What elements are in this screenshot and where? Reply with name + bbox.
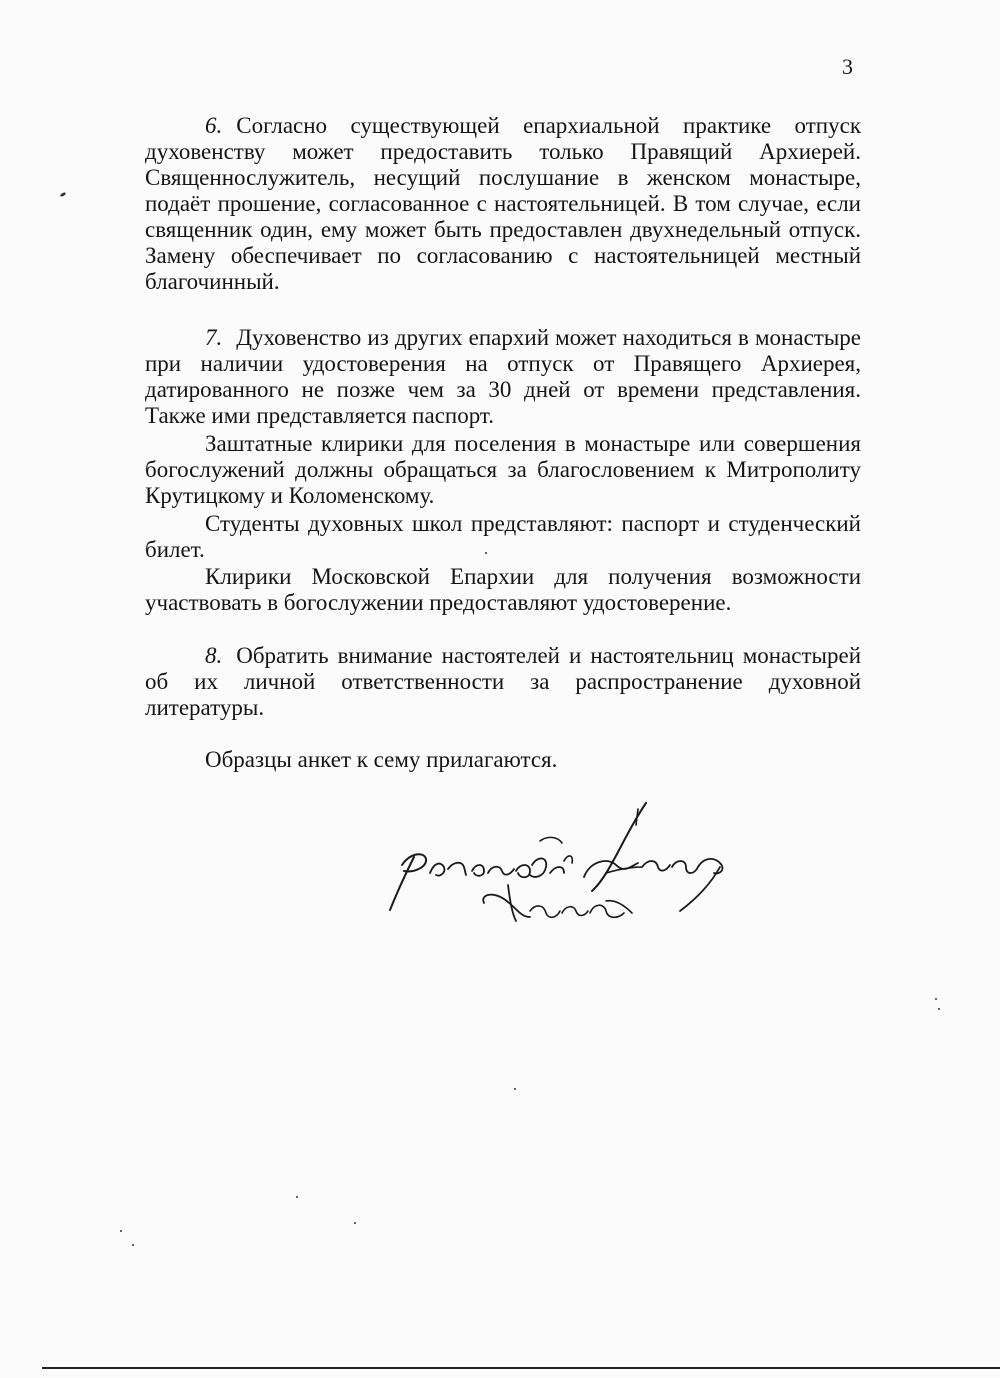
scan-speck [485,552,487,554]
scan-speck [935,998,937,1000]
scan-speck [354,1222,356,1224]
scan-speck [120,1230,122,1232]
paragraph-6-text: Согласно существующей епархиальной практике отпуск духовенству может предоставить только Правящий Архиерей. Священнослужитель, несущий послушание в женском монастыре, подаёт прошение, согласованное с настоятельницей. В том случае, если священник один, ему может быть предоставлен двухнедельный отпуск. Замену обеспечивает по согласованию с настоятельницей местный благочинный. [145,113,861,294]
paragraph-7-moscow-clergy: Клирики Московской Епархии для получения возможности участвовать в богослужении предоставляют удостоверение. [145,564,861,615]
handwritten-signature [380,795,740,935]
paragraph-6-number: 6. [205,113,223,138]
paragraph-8 [145,643,861,721]
paragraph-7-students: Студенты духовных школ представляют: паспорт и студенческий билет. [145,511,861,562]
paragraph-7-text: Духовенство из других епархий может находиться в монастыре при наличии удостоверения на отпуск от Правящего Архиерея, датированного не позже чем за 30 дней от времени представления. Также ими представляется паспорт. [145,325,861,428]
scan-speck [296,1196,298,1198]
page-number: 3 [842,54,853,79]
paragraph-7-supernumerary-clergy: Заштатные клирики для поселения в монастыре или совершения богослужений должны обращаться за благословением к Митрополиту Крутицкому и Коломенскому. [145,431,861,508]
paragraph-6 [145,113,861,295]
scan-speck [60,192,67,198]
paragraph-7 [145,325,861,429]
paragraph-7-number: 7. [205,325,223,350]
signature-strokes [390,803,722,921]
scan-speck [514,1088,516,1090]
bottom-border-line [42,1367,1000,1369]
paragraph-8-number: 8. [205,643,223,668]
scan-speck [132,1244,134,1246]
closing-note: Образцы анкет к сему прилагаются. [205,747,558,772]
paragraph-8-text: Обратить внимание настоятелей и настоятельниц монастырей об их личной ответственности за распространение духовной литературы. [145,643,861,720]
scan-speck [938,1008,940,1010]
